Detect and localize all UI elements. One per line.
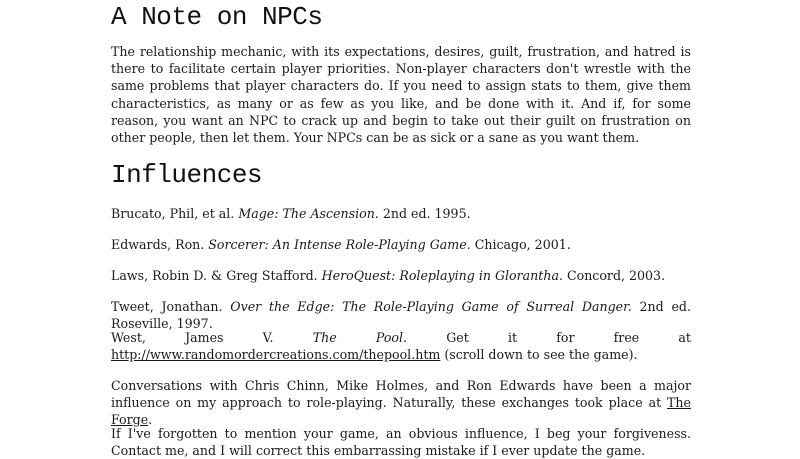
reference-title: Over the Edge: The Role-Playing Game of Surreal Danger. [230,299,632,314]
reference-item: Edwards, Ron. Sorcerer: An Intense Role-Playing Game. Chicago, 2001. [111,237,571,252]
apology-paragraph: If I've forgotten to mention your game, an obvious influence, I beg your forgiveness. Contact me, and I will correct this embarrassing mistake if I ever update the game. [111,426,691,459]
reference-item: Tweet, Jonathan. Over the Edge: The Role-Playing Game of Surreal Danger. 2nd ed. Roseville, 1997. [111,299,691,332]
npc-heading: A Note on NPCs [111,2,323,32]
reference-title: Mage: The Ascension. [238,206,379,221]
reference-item: Laws, Robin D. & Greg Stafford. HeroQuest: Roleplaying in Glorantha. Concord, 2003. [111,268,666,283]
reference-title: HeroQuest: Roleplaying in Glorantha. [321,268,563,283]
forge-link[interactable]: The Forge [111,395,691,428]
influences-heading: Influences [111,160,263,190]
conversations-paragraph: Conversations with Chris Chinn, Mike Holmes, and Ron Edwards have been a major influence on my approach to role-playing. Naturally, these exchanges took place at The Forge. [111,378,691,428]
reference-title: The Pool. [312,330,408,345]
reference-item: West, James V. The Pool. Get it for free at http://www.randomordercreations.com/thepool.htm (scroll down to see the game). [111,330,691,363]
reference-title: Sorcerer: An Intense Role-Playing Game [208,237,467,252]
npc-paragraph: The relationship mechanic, with its expectations, desires, guilt, frustration, and hatred is there to facilitate certain player priorities. Non-player characters don't wrestle with the same problems that player characters do. If you need to assign stats to them, give them characteristics, as many or as few as you like, and be done with it. And if, for some reason, you want an NPC to crack up and begin to take out their guilt on frustration on other people, then let them. Your NPCs can be as sick or a sane as you want them. [111,44,691,146]
pool-link[interactable]: http://www.randomordercreations.com/thepool.htm [111,347,441,363]
reference-item: Brucato, Phil, et al. Mage: The Ascension. 2nd ed. 1995. [111,206,471,221]
